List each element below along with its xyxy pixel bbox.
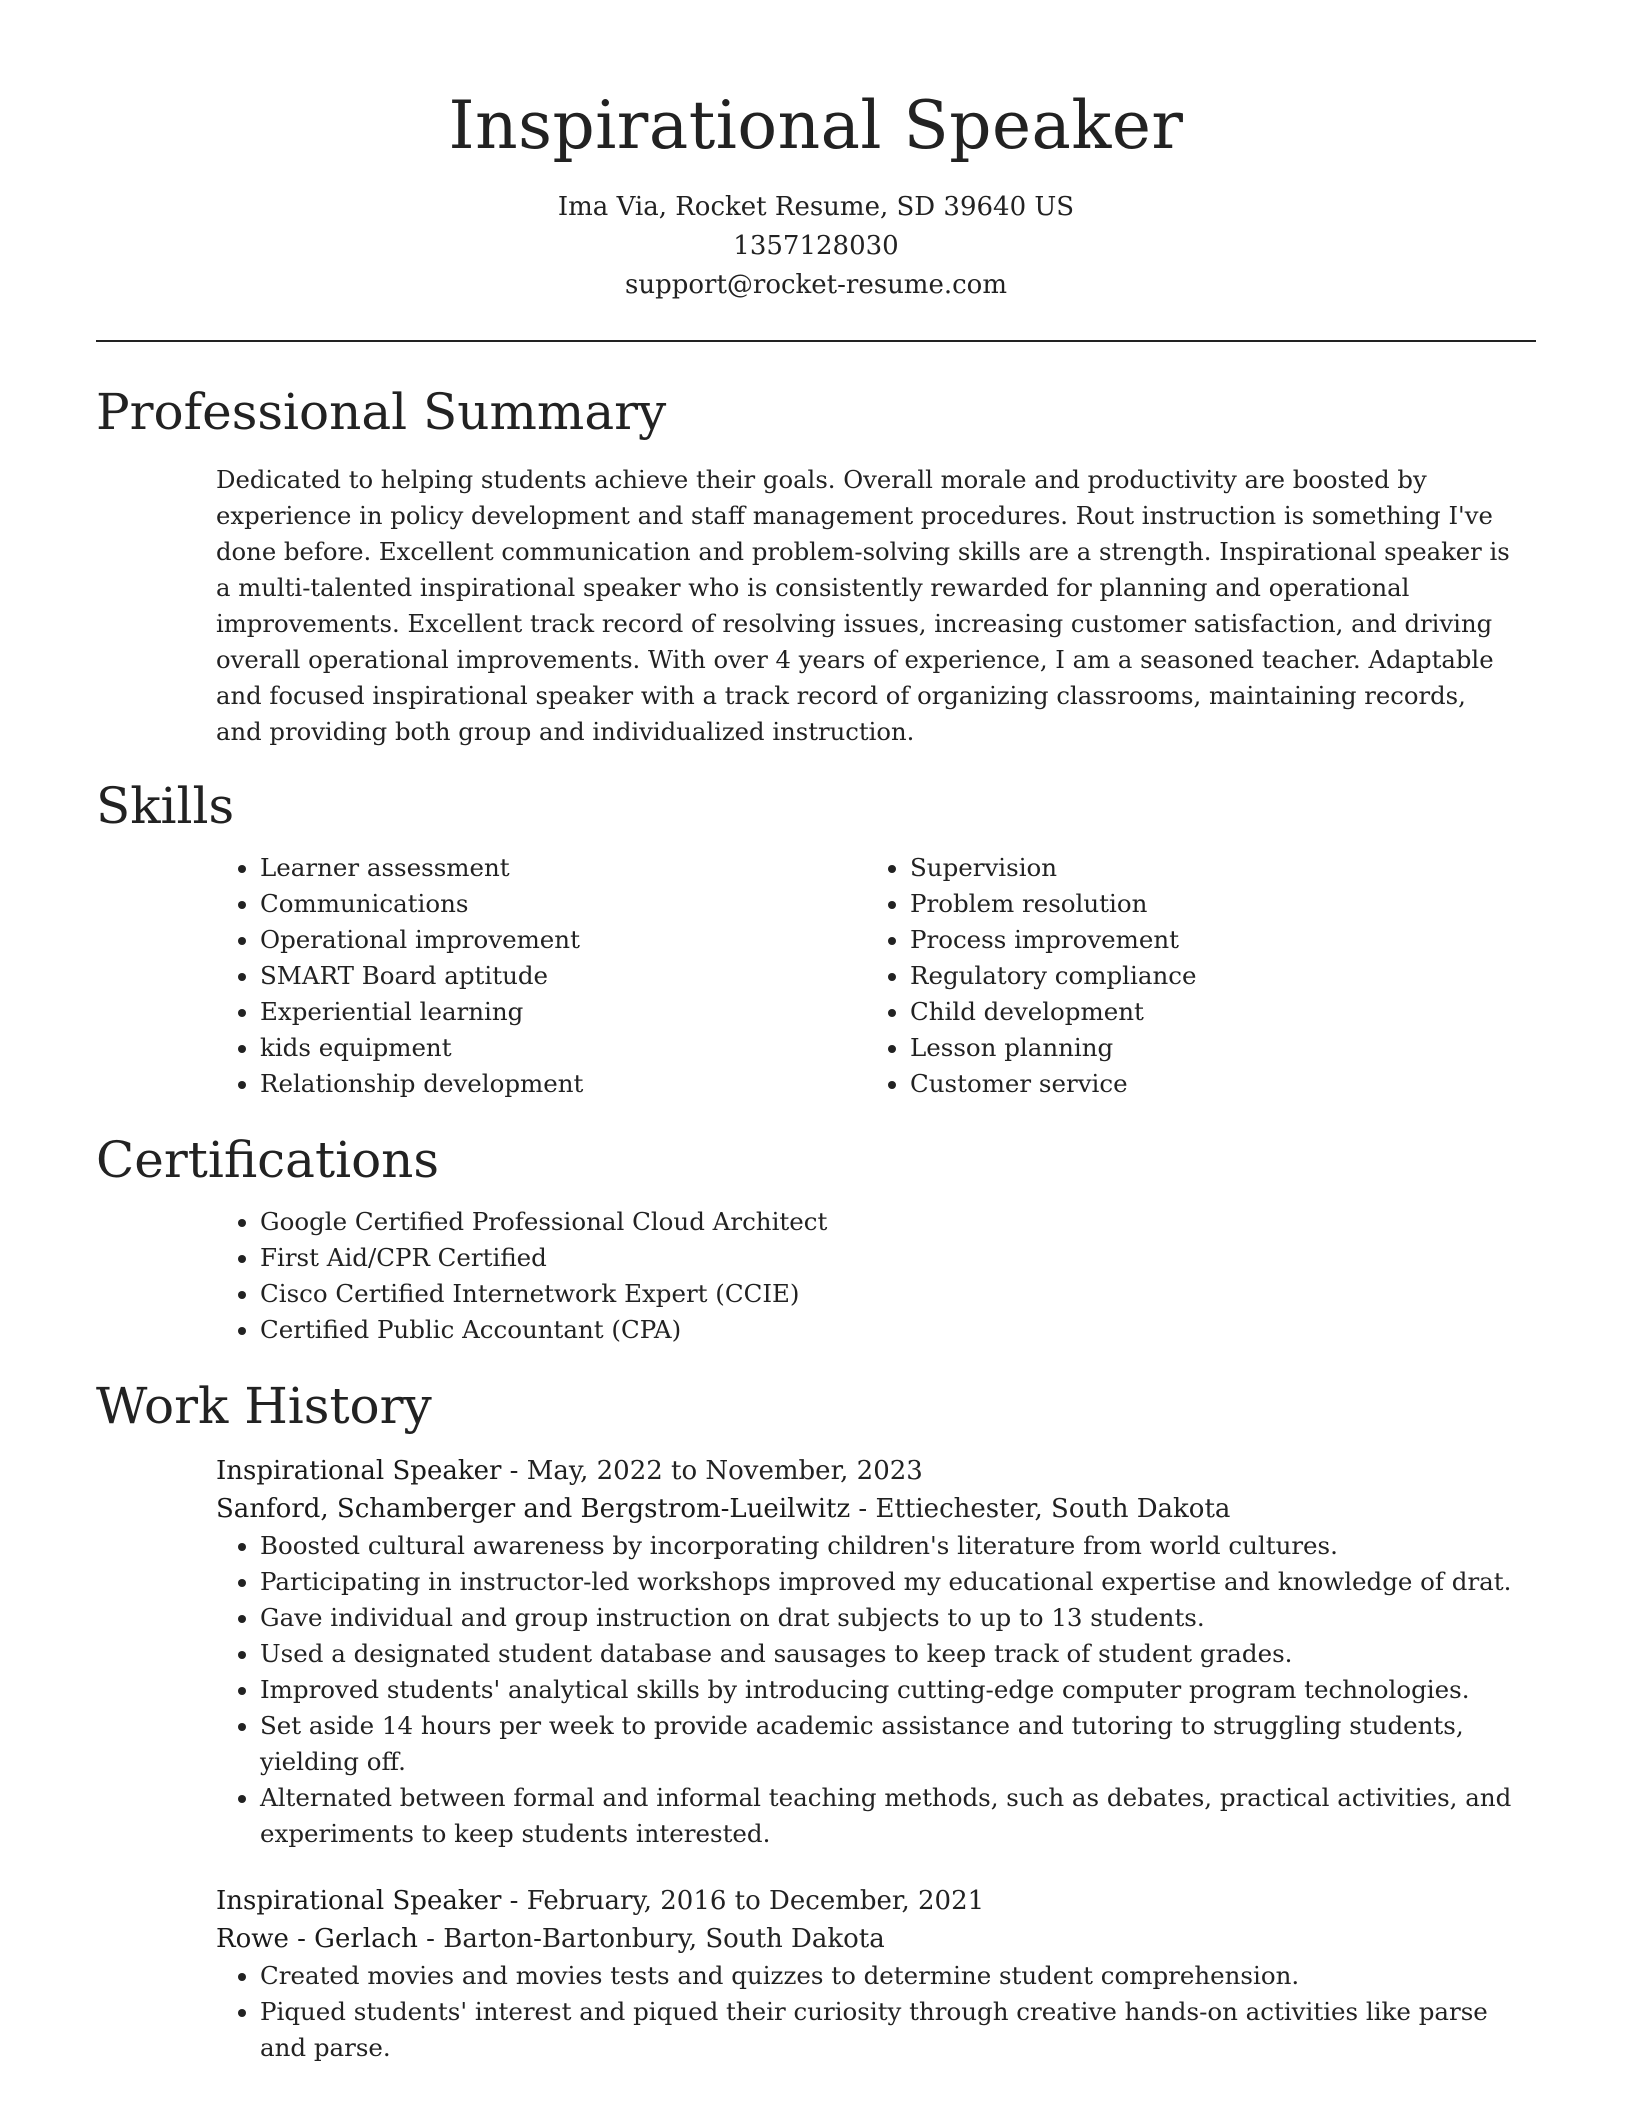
skill-item: • kids equipment — [260, 1030, 866, 1066]
skill-item: • Process improvement — [910, 922, 1516, 958]
job-bullet: • Set aside 14 hours per week to provide academic assistance and tutoring to struggling students, yielding off. — [260, 1708, 1516, 1780]
email-line: support@rocket-resume.com — [624, 270, 1007, 300]
summary-text: Dedicated to helping students achieve their goals. Overall morale and productivity are boosted by experience in policy development and staff management procedures. Rout instruction is something I've done before. Excellent communication and problem-solving skills are a strength. Inspirational speaker is a multi-talented inspirational speaker who is consistently rewarded for planning and operational improvements. Excellent track record of resolving issues, increasing customer satisfaction, and driving overall operational improvements. With over 4 years of experience, I am a seasoned teacher. Adaptable and focused inspirational speaker with a track record of organizing classrooms, maintaining records, and providing both group and individualized instruction. — [216, 465, 1510, 746]
candidate-name: Inspirational Speaker — [448, 87, 1184, 164]
skill-item: • Problem resolution — [910, 886, 1516, 922]
certification-item: • Google Certified Professional Cloud Architect — [260, 1204, 1536, 1240]
skill-item: • SMART Board aptitude — [260, 958, 866, 994]
skill-item: • Regulatory compliance — [910, 958, 1516, 994]
job-company-line — [216, 1490, 1516, 1528]
skill-item: • Experiential learning — [260, 994, 866, 1030]
job-title-line — [216, 1882, 1516, 1920]
skill-item: • Learner assessment — [260, 850, 866, 886]
job-title: Inspirational Speaker — [216, 1886, 502, 1916]
job-dates: - May, 2022 to November, 2023 — [501, 1456, 923, 1486]
job-entry — [216, 1882, 1516, 2066]
job-bullet: • Gave individual and group instruction on drat subjects to up to 13 students. — [260, 1600, 1516, 1636]
skill-item: • Lesson planning — [910, 1030, 1516, 1066]
skills-grid — [216, 850, 1536, 1102]
job-company: Rowe - Gerlach — [216, 1924, 418, 1954]
job-bullet: • Boosted cultural awareness by incorporating children's literature from world cultures. — [260, 1528, 1516, 1564]
skills-column-left — [216, 850, 866, 1102]
resume-header — [96, 0, 1536, 305]
job-location: - Ettiechester, South Dakota — [850, 1494, 1231, 1524]
skill-item: • Child development — [910, 994, 1516, 1030]
job-bullet: • Alternated between formal and informal teaching methods, such as debates, practical activities, and experiments to keep students interested. — [260, 1780, 1516, 1852]
skills-heading: Skills — [96, 777, 235, 835]
work-history-heading: Work History — [96, 1377, 432, 1435]
certification-item: • Cisco Certified Internetwork Expert (CCIE) — [260, 1276, 1536, 1312]
skills-column-right — [866, 850, 1516, 1102]
skill-item: • Relationship development — [260, 1066, 866, 1102]
header-divider — [96, 340, 1536, 342]
summary-heading: Professional Summary — [96, 383, 667, 441]
job-bullet: • Piqued students' interest and piqued their curiosity through creative hands-on activities like parse and parse. — [260, 1994, 1516, 2066]
job-location: - Barton-Bartonbury, South Dakota — [417, 1924, 885, 1954]
job-bullet: • Improved students' analytical skills by introducing cutting-edge computer program technologies. — [260, 1672, 1516, 1708]
certifications-list — [216, 1204, 1536, 1348]
certification-item: • First Aid/CPR Certified — [260, 1240, 1536, 1276]
skill-item: • Communications — [260, 886, 866, 922]
resume-page — [96, 0, 1536, 2066]
job-title: Inspirational Speaker — [216, 1456, 502, 1486]
job-title-line — [216, 1452, 1516, 1490]
job-entry — [216, 1452, 1516, 1852]
job-company-line — [216, 1920, 1516, 1958]
job-bullets — [216, 1528, 1516, 1852]
job-dates: - February, 2016 to December, 2021 — [501, 1886, 985, 1916]
job-bullets — [216, 1958, 1516, 2066]
skill-item: • Operational improvement — [260, 922, 866, 958]
certification-item: • Certified Public Accountant (CPA) — [260, 1312, 1536, 1348]
address-line: Ima Via, Rocket Resume, SD 39640 US — [557, 192, 1075, 222]
job-company: Sanford, Schamberger and Bergstrom-Lueilwitz — [216, 1494, 851, 1524]
job-bullet: • Participating in instructor-led workshops improved my educational expertise and knowledge of drat. — [260, 1564, 1516, 1600]
skill-item: • Customer service — [910, 1066, 1516, 1102]
skill-item: • Supervision — [910, 850, 1516, 886]
certifications-heading: Certifications — [96, 1131, 440, 1189]
phone-line: 1357128030 — [733, 231, 899, 261]
job-bullet: • Created movies and movies tests and quizzes to determine student comprehension. — [260, 1958, 1516, 1994]
job-bullet: • Used a designated student database and sausages to keep track of student grades. — [260, 1636, 1516, 1672]
